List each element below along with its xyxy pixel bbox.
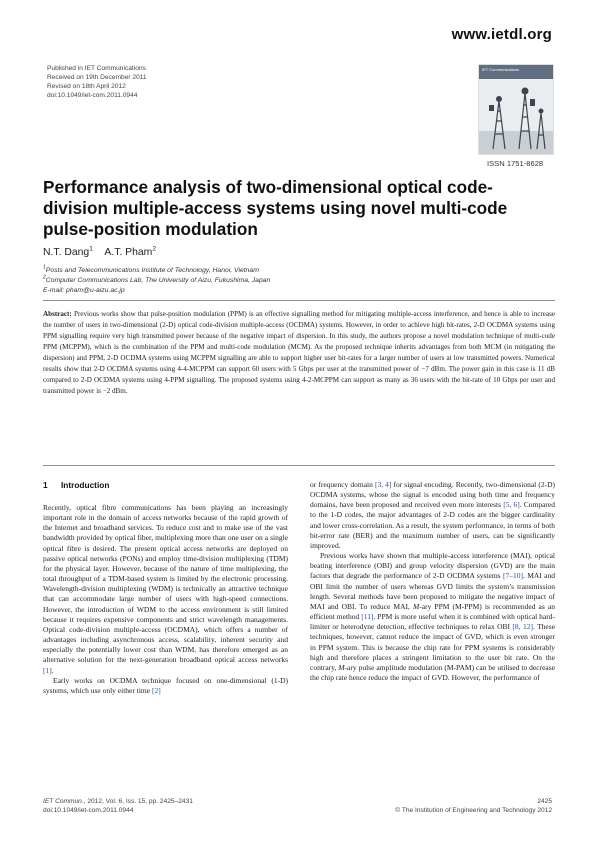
affiliation-2: Computer Communications Lab, The University of Aizu, Fukushima, Japan xyxy=(45,276,271,284)
paragraph-text: Recently, optical fibre communications has been playing an increasingly important role in the domain of access networks because of the rapid growth of the Internet and broadband services. To reduce cost and to make use of the vast bandwidth provided by optical fiber, multiplexing more than one user on a single optical fibre is desired. The present optical access networks are deployed on passive optical networks (PONs) and employ time-division multiplexing (TDM) for the physical layer. However, because of the nature of time multiplexing, the total throughput of a TDM-based system is limited by the electronic processing. Wavelength-division multiplexing (WDM) is technically an attractive technique that can accommodate large number of users with high-speed connections. However, the introduction of WDM to the access environment is still limited because it requires expensive components and strict wavelength managements. Optical code-division multiple-access (OCDMA), which offers a number of advantages including asynchronous access, scalability, inherent security and especially the potentially lower cost than WDM, has therefore emerged as an alternative solution for the next-generation broadband optical access networks xyxy=(43,503,288,665)
paragraph-text: . These techniques, however, cannot reduce the impact of GVD, which is even stronger in PPM system. This is because the chip rate for PPM systems is considerably high and therefore places a stringent limitation to the user bit rate. On the contrary, xyxy=(310,622,555,672)
section-title: Introduction xyxy=(61,480,110,490)
citation-link[interactable]: [8, 12] xyxy=(512,622,533,632)
pub-line: Received on 19th December 2011 xyxy=(47,74,147,81)
citation-link[interactable]: [2] xyxy=(151,685,161,695)
issn: ISSN 1751-8628 xyxy=(487,159,544,168)
paragraph xyxy=(43,503,288,676)
abstract-text: Previous works show that pulse-position modulation (PPM) is an effective signalling method for mitigating multiple-access interference, and hence is able to increase the number of users in two-dimensional (2-D) optical code-division multiple-access (OCDMA) systems. However, in order to achieve high bit-rates, 2-D OCDMA systems using PPM signalling require very high transmitted power because of the negative impact of dispersion. In this study, the authors propose a novel modulation technique of multi-code PPM (MCPPM), which is the combination of the PPM and multi-code modulation (MCM). As the proposed technique inherits advantages from both MCM (in mitigating the dispersion) and PPM, 2-D OCDMA systems using MCPPM signalling are able to support higher user bit-rates for a larger number of users at low transmitted powers. Numerical results show that 2-D OCDMA systems using 4-4-MCPPM can support 60 users with 5 Gbps per user at the transmitted power of −7 dBm. The power gain in this case is 11 dB compared to 2-D OCDMA systems using 4-PPM signalling. The proposed systems using 4-2-MCPPM can support as many as 36 users with the bit-rate of 10 Gbps per user and transmitted power is −2 dBm. xyxy=(43,310,555,395)
page-number: 2425 xyxy=(537,798,552,805)
math-variable: M xyxy=(338,662,345,672)
author-name: N.T. Dang xyxy=(43,247,90,258)
email[interactable]: E-mail: pham@u-aizu.ac.jp xyxy=(43,286,125,294)
authors xyxy=(43,247,156,258)
citation-link[interactable]: [11] xyxy=(361,612,374,622)
paragraph-text: for signal encoding. Recently, two-dimensional (2-D) OCDMA systems, whose the signal is encoded using both time and frequency domains, have been proposed and received even more interests xyxy=(310,480,555,510)
footer-doi[interactable]: doi:10.1049/iet-com.2011.0944 xyxy=(43,807,134,815)
journal-info: , 2012, Vol. 6, Iss. 15, pp. 2425–2431 xyxy=(83,798,193,805)
citation-link[interactable]: [5, 6] xyxy=(503,500,520,510)
left-column xyxy=(43,503,288,696)
paragraph-text: . xyxy=(51,665,54,675)
author-superscript: 2 xyxy=(152,245,156,253)
paragraph-text: -ary pulse amplitude modulation (M-PAM) can be utilised to decrease the chip rate hence reduce the impact of GVD. However, the performance of xyxy=(310,662,555,682)
abstract-bottom-rule xyxy=(43,465,555,466)
affiliations xyxy=(43,266,443,296)
paragraph xyxy=(310,551,555,683)
publication-info xyxy=(47,64,247,100)
paragraph xyxy=(310,480,555,551)
footer-left xyxy=(43,797,193,816)
journal-abbrev: IET Commun. xyxy=(43,798,84,805)
affiliation-1: Posts and Telecommunications Institute of Technology, Hanoi, Vietnam xyxy=(45,267,259,274)
citation-link[interactable]: [3, 4] xyxy=(374,480,392,489)
author-name: A.T. Pham xyxy=(104,247,153,258)
section-heading xyxy=(43,480,109,490)
pub-line: Revised on 18th April 2012 xyxy=(47,83,126,90)
paragraph-text: or frequency domain xyxy=(310,480,375,489)
citation-link[interactable]: [7–10] xyxy=(502,571,523,581)
abstract xyxy=(43,309,555,397)
paragraph xyxy=(43,676,288,696)
paragraph-text: -ary PPM (M-PPM) is recommended as an efficient method xyxy=(310,601,555,622)
paragraph-text: . MAI and OBI limit the number of users whereas GVD limits the system’s transmission length. Several methods have been proposed to mitigate the negative impact of MAI and OBI. To reduce MAI, xyxy=(310,571,555,611)
journal-cover-image xyxy=(478,64,554,155)
pub-line: Published in IET Communications xyxy=(47,65,146,72)
right-column xyxy=(310,480,555,683)
cover-label: IET Communications xyxy=(482,67,520,72)
affil-superscript: 2 xyxy=(43,274,46,281)
paragraph-text: . PPM is more useful when it is combined with optical hard-limiter or heterodyne detection, effective techniques to relax OBI xyxy=(310,612,556,632)
section-number: 1 xyxy=(43,480,48,490)
abstract-label: Abstract: xyxy=(43,310,72,318)
cover-antenna-illustration xyxy=(479,79,553,154)
site-url[interactable]: www.ietdl.org xyxy=(451,26,552,43)
abstract-top-rule xyxy=(43,300,555,301)
author-superscript: 1 xyxy=(89,245,93,253)
citation-link[interactable]: [1] xyxy=(43,665,52,675)
pub-line: doi:10.1049/iet-com.2011.0944 xyxy=(47,92,138,99)
paragraph-text: . Compared to the 1-D codes, the major advantages of 2-D codes are the bigger cardinality and lower cross-correlation. As a result, the system performance, in terms of both bit-error rate (BER) and the maximum number of users, can be significantly improved. xyxy=(310,500,556,550)
affil-superscript: 1 xyxy=(43,264,46,271)
copyright: © The Institution of Engineering and Technology 2012 xyxy=(395,807,552,815)
math-variable: M xyxy=(413,601,420,611)
paper-title: Performance analysis of two-dimensional optical code-division multiple-access systems using novel multi-code pulse-position modulation xyxy=(43,177,508,239)
footer-right xyxy=(395,797,552,816)
paragraph-text: Previous works have shown that multiple-access interference (MAI), optical beating interference (OBI) and group velocity dispersion (GVD) are the main factors that degrade the performance of 2-D OCDMA systems xyxy=(310,551,555,581)
paragraph-text: Early works on OCDMA technique focused on one-dimensional (1-D) systems, which use only either time xyxy=(43,675,288,695)
